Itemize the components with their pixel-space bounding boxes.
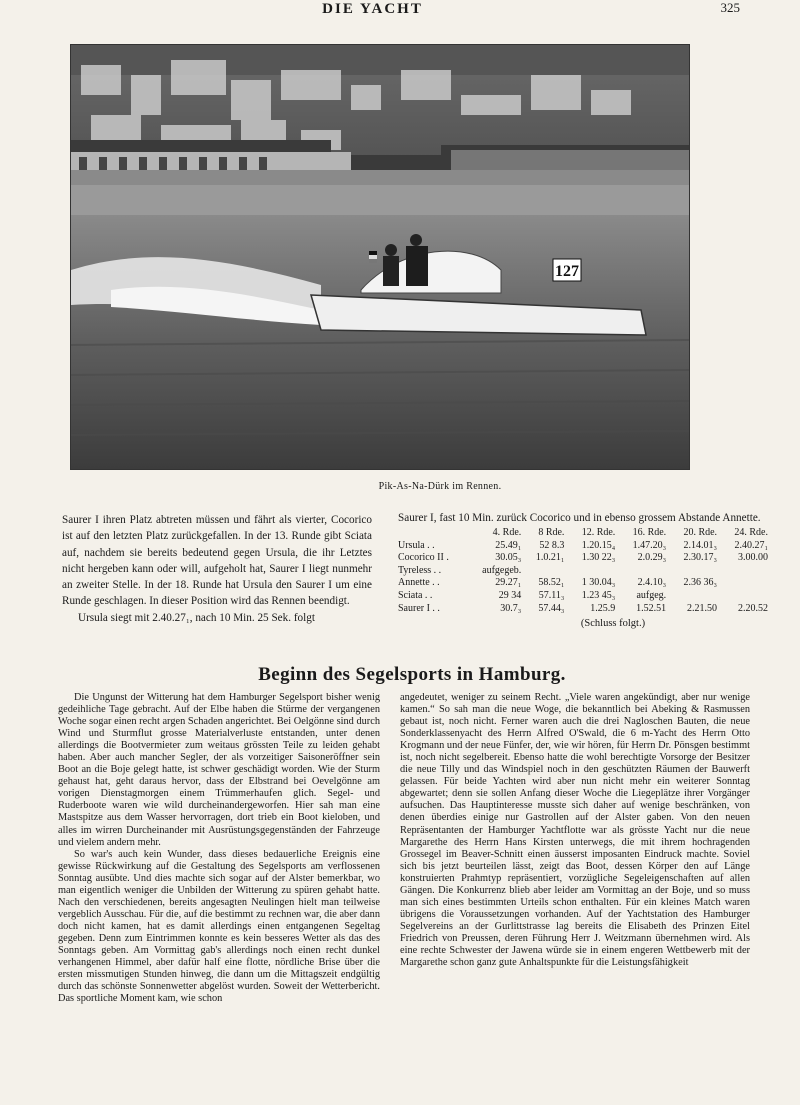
results-row — [398, 577, 768, 590]
lap-time: 1.30 22₃ — [581, 552, 616, 564]
page-header — [0, 0, 800, 22]
results-col-header: 20. Rde. — [683, 527, 718, 538]
article-column-left — [58, 692, 380, 1005]
lap-time — [717, 565, 768, 578]
lap-time — [615, 565, 666, 578]
to-be-continued-note: (Schluss folgt.) — [580, 618, 646, 630]
lap-time: 2.36 36₃ — [683, 577, 718, 589]
results-col-header: 4. Rde. — [492, 527, 522, 538]
lap-time: 1.52.51 — [636, 602, 667, 614]
lap-time: 25.49₁ — [495, 539, 522, 551]
lap-time: 2.30.17₃ — [683, 552, 718, 564]
results-col-header: 12. Rde. — [581, 527, 616, 538]
results-row — [398, 603, 768, 616]
lap-time: 30.7₃ — [500, 602, 522, 614]
results-row — [398, 565, 768, 578]
race-report-paragraph: Ursula siegt mit 2.40.27₁, nach 10 Min. 25 Sek. folgt — [78, 611, 315, 624]
page-number: 325 — [720, 0, 740, 15]
article-title: Beginn des Segelsports in Hamburg. — [258, 664, 566, 685]
photo-caption: Pik-As-Na-Dürk im Rennen. — [378, 481, 502, 492]
lap-time: 1.23 45₃ — [581, 589, 616, 601]
lap-time: 1.25.9 — [590, 602, 616, 614]
article-paragraph: So war's auch kein Wunder, dass dieses bedauerliche Ereignis eine gewisse Rückwirkung auf die Gestaltung des Segelsports am verflossenen Sonntag ausübte. Und dies machte sich sogar auf der Alster bemerkbar, wo man eigentlich weniger die Unbilden der Witterung zu spüren gehabt hatte. Nach den verschiedenen, bereits angesagten Neulingen hielt man teilweise vergeblich Ausschau. Für die, auf die bestimmt zu rechnen war, die aber dann doch nicht kamen, hat es damit allerdings einen entgangenen Segeltag gegeben. Denn zum Eintrimmen konnte es kein besseres Wetter als das des Sonntags geben. Am Vormittag gab's allerdings noch einen recht dunkel verhangenen Himmel, aber dafür half eine flotte, nördliche Brise über die ersten missmutigen Stunden hinweg, die dann um die Mittagszeit endgültig durch das schönste Sonnenwetter abgelöst wurden. Soweit der Wetterbericht. Das sportliche Moment kam, wie schon — [58, 848, 380, 1005]
lap-time: 2.40.27₁ — [734, 539, 768, 551]
article-column-right — [400, 692, 750, 969]
lap-time: 52 8.3 — [539, 539, 565, 551]
race-report-intro: Saurer I, fast 10 Min. zurück Cocorico und in ebenso grossem Abstande Annette. — [398, 512, 761, 524]
lap-time — [717, 590, 768, 603]
motorboat-harbor-image — [71, 45, 689, 469]
lap-time: 29.27₁ — [495, 577, 522, 589]
lap-time: 1 30.04₃ — [581, 577, 616, 589]
lap-time: 29 34 — [498, 589, 522, 601]
lap-time: 3.00.00 — [738, 552, 768, 564]
lap-time — [717, 577, 768, 590]
lap-time: 1.20.15₄ — [581, 539, 616, 551]
lap-time: aufgeg. — [636, 589, 667, 601]
lap-time — [521, 565, 564, 578]
race-report-right — [398, 510, 768, 632]
article-paragraph: angedeutet, weniger zu seinem Recht. „Viele waren angekündigt, aber nur wenige kamen.“ So sah man die neue Woge, die bekanntlich bei Abeking & Rasmussen gebaut ist, noch nicht. Ferner waren auch die drei Nagloschen Bauten, die neue Sonderklassenyacht des Herrn Alfred O'Swald, die 6 m-Yacht des Herrn Otto Krogmann und der neue Fünfer, der, wie wir hören, für Herrn Dr. Pönsgen bestimmt ist, noch nicht segelbereit. Ebenso hatte die wohl berechtigte Vorsorge der Besitzer die neue Tilly und das Windspiel noch in den geschützten Räumen der Bauwerft gelassen. Für beide Yachten wird aber nun nicht mehr ein weiterer Sonntag abgewartet; denn sie sollen Anfang dieser Woche die Liegeplätze ihrer Vorgänger aufsuchen. Das Hauptinteresse musste sich daher auf wenige beschränken, von denen überdies einige nur Gastrollen auf der Alster gaben. Von den neuen Repräsentanten der Hamburger Yachtflotte war als grösste Yacht nur die neue Margarethe des Herrn Hans Kirsten unterwegs, die mit ihrem hochragenden Grossegel im Beaver-Schnitt einen äusserst imposanten Eindruck machte. Soviel sich bis jetzt beurteilen lässt, zeigt das Boot, dessen Körper den auf Länge konstruierten Prahmtyp repräsentiert, vorzügliche Segeleigenschaften auf allen Gängen. Die Konkurrenz blieb aber leider am Vormittag an der Boje, und so muss man sich eines bestimmten Urteils schon enthalten. Für ein kleines Match waren übrigens die Voraussetzungen vorhanden. Auf der Yachtstation des Hamburger Segelvereins an der Gurlittstrasse lag bereits die Elisabeth des Prinzen Eitel Friedrich von Preussen, deren Führung Herr J. Weitzmann übernehmen wird. Als eine rechte Schwester der Jawena würde sie in einem engeren Wettbewerb mit der Margarethe schon ganz gute Anhaltspunkte für die Leistungsfähigkeit — [400, 692, 750, 969]
lap-time — [564, 565, 615, 578]
lap-time: 2.0.29₃ — [637, 552, 667, 564]
results-row — [398, 552, 768, 565]
lap-time: 30.05₃ — [495, 552, 522, 564]
results-col-header: 24. Rde. — [734, 527, 768, 538]
results-col-header: 8 Rde. — [538, 527, 565, 538]
lap-time: 1.0.21₁ — [535, 552, 565, 564]
race-report-left — [62, 512, 372, 626]
results-table — [398, 527, 768, 615]
boat-name: Saurer I . . — [398, 602, 440, 614]
lap-time: 57.11₃ — [538, 589, 565, 601]
lap-time: 57.44₃ — [538, 602, 565, 614]
running-title: DIE YACHT — [322, 1, 423, 17]
lap-time: 2.14.01₃ — [683, 539, 718, 551]
lap-time — [666, 565, 717, 578]
race-photo — [70, 44, 690, 470]
boat-name: Tyreless . . — [398, 564, 442, 576]
lap-time: aufgegeb. — [482, 564, 522, 576]
lap-time — [666, 590, 717, 603]
article-paragraph: Die Ungunst der Witterung hat dem Hamburger Segelsport bisher wenig gedeihliche Tage gebracht. Auf der Elbe haben die Stürme der vergangenen Woche sogar einen recht argen Schaden angerichtet. Bei Oelgönne sind durch Wind und Sturmflut grosse Materialverluste entstanden, unter denen allerdings die Bootvermieter zum weitaus grössten Teile zu leiden gehabt haben. Aber auch mancher Segler, der als vorzeitiger Saisoneröffner sein Boot an die Boje gelegt hatte, ist schwer geschädigt worden. Wie der Sturm gehaust hat, geht daraus hervor, dass der Elbstrand bei Oevelgönne am vorigen Dienstagmorgen einem Trümmerhaufen glich. Segel- und Ruderboote waren wie wild durcheinandergeworfen. Hier sah man eine Mastspitze aus dem Wasser hervorragen, dort trieb ein Boot kieloben, und alles im wirren Durcheinander mit Ausrüstungsgegenständen der Fahrzeuge und vielem andern mehr. — [58, 692, 380, 848]
lap-time: 1.47.20₃ — [632, 539, 667, 551]
results-row — [398, 590, 768, 603]
results-header-row — [398, 527, 768, 540]
boat-name: Annette . . — [398, 577, 440, 589]
lap-time: 2.20.52 — [738, 602, 768, 614]
lap-time: 2.4.10₃ — [637, 577, 667, 589]
boat-number: 127 — [555, 263, 579, 280]
results-header-blank — [398, 527, 462, 540]
results-col-header: 16. Rde. — [632, 527, 667, 538]
lap-time: 58.52₁ — [538, 577, 565, 589]
boat-name: Cocorico II . — [398, 552, 449, 564]
boat-name: Ursula . . — [398, 539, 435, 551]
boat-name: Sciata . . — [398, 589, 433, 601]
race-report-paragraph: Saurer I ihren Platz abtreten müssen und fährt als vierter, Cocorico ist auf den letzten Platz zurückgefallen. In der 13. Runde gibt Sciata auf, nachdem sie bereits bedeutend gegen Ursula, die ihr Letztes nicht hergeben kann oder will, aufgeholt hat, Saurer I liegt nunmehr an zweiter Stelle. In der 18. Runde hat Ursula den Saurer I um eine Runde geschlagen. In dieser Position wird das Rennen beendigt. — [62, 514, 372, 608]
results-row — [398, 540, 768, 553]
lap-time: 2.21.50 — [687, 602, 718, 614]
